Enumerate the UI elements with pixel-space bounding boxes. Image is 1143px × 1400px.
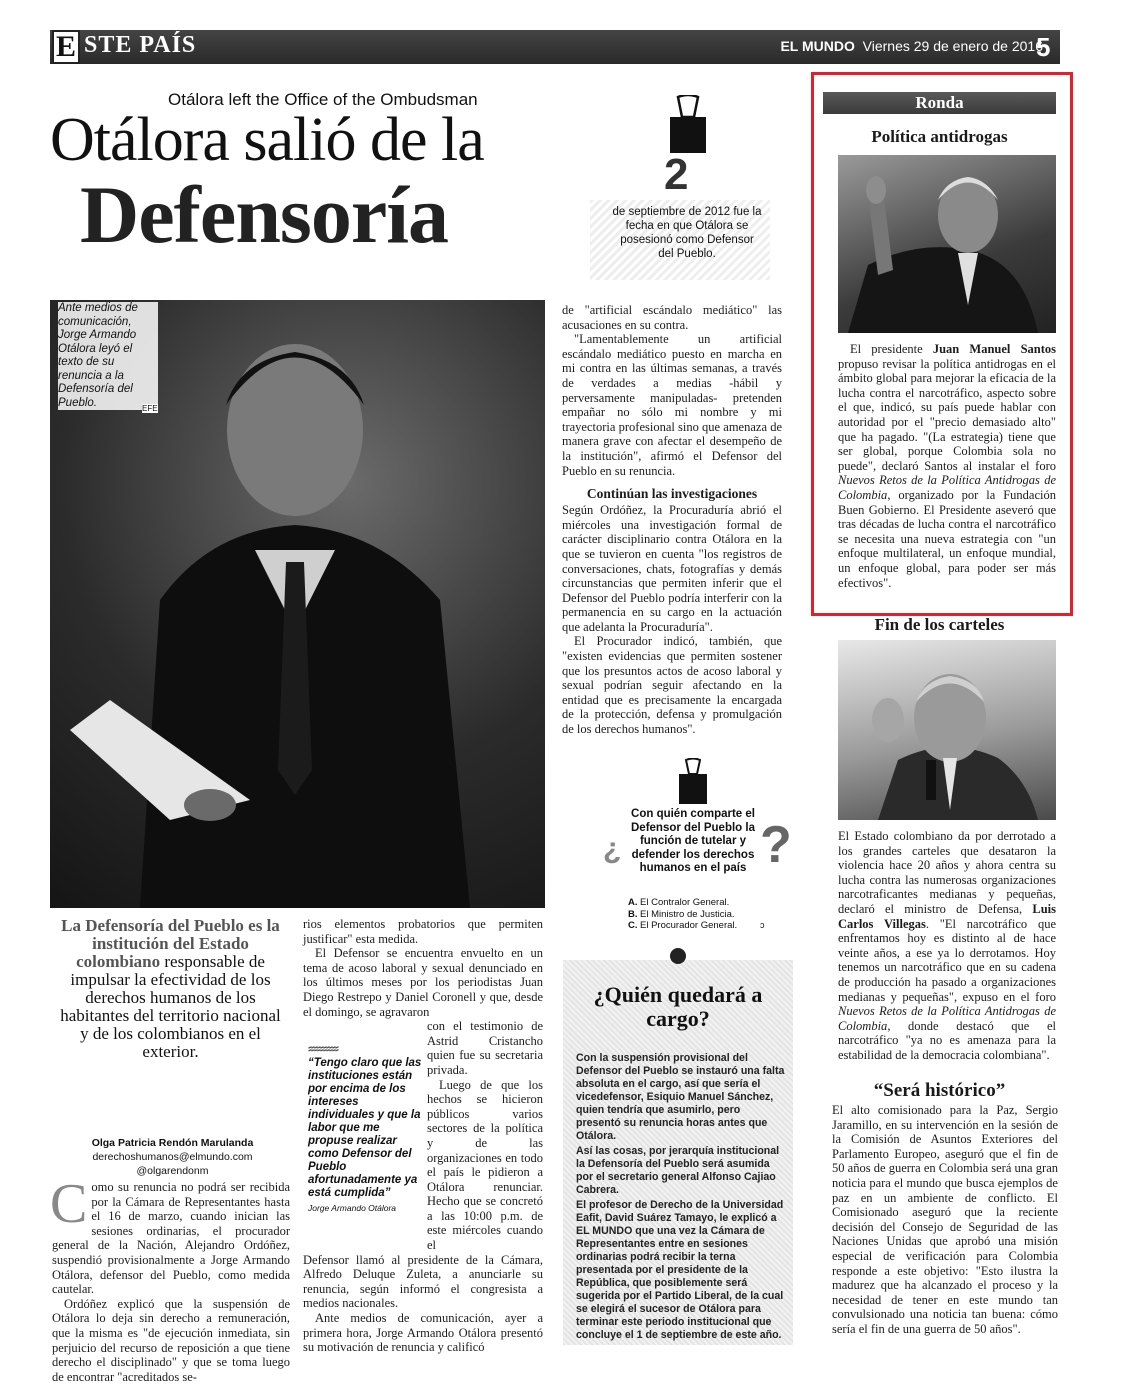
option-letter: B. xyxy=(628,908,638,920)
photo-caption: Ante medios de comunicación, Jorge Armando Otálora leyó el texto de su renuncia a la Defensoría del Pueblo. xyxy=(58,302,158,410)
quote-author: Jorge Armando Otálora xyxy=(308,1203,397,1213)
paragraph: Como su renuncia no podrá ser recibida por la Cámara de Representantes hasta el 16 de marzo, cuando inician las sesiones ordinarias, el procurador general de la Nación, Alejandro Ordóñez, suspendió provisionalmente a Jorge Armando Otálora, defensor del Pueblo, como medida cautelar. xyxy=(50,1173,290,1297)
publication-name: EL MUNDO xyxy=(780,38,855,54)
drop-cap: C xyxy=(50,1173,88,1235)
paragraph: Luego de que los hechos se hicieron públicos varios sectores de la política y de las organizaciones en todo el país le pidieron a Otálora renunciar. Hecho que se concretó a las 10:00 p.m. de este miércoles cuando el xyxy=(427,1077,543,1253)
quiz-question: Con quién comparte el Defensor del Pueblo la función de tutelar y defender los derechos humanos en el país xyxy=(631,808,755,874)
headline-line-2: Defensoría xyxy=(80,169,449,260)
paragraph: El Estado colombiano da por derrotado a los grandes carteles que desataron la violencia hace 20 años y ahora centra su lucha contra las numerosas organizaciones narcotraficantes medianas y pequeñas, declaró el ministro de Defensa, Luis Carlos Villegas. "El narcotráfico que enfrentamos hoy es distinto al de hace veinte años, a ese ya lo derrotamos. Hoy tenemos un narcotráfico que en su cadena de producción ha pasado a organizaciones medianas y pequeñas", expuso en el foro Nuevos Retos de la Política Antidrogas de Colombia, donde destacó que el narcotráfico "ya no es amenaza para la estabilidad de la democracia colombiana". xyxy=(838,829,1056,1062)
sidebox-title: ¿Quién quedará a cargo? xyxy=(593,982,763,1031)
paragraph: Con la suspensión provisional del Defensor del Pueblo se instauró una falta absoluta en el cargo, así que sería el vicedefensor, Esiquio Manuel Sánchez, quien tendría que asumirlo, pero presentó su renuncia horas antes que Otálora. xyxy=(576,1052,785,1142)
lead-text: responsable de impulsar la efectividad de los derechos humanos de los habitantes del territorio nacional y de los colombianos en el exterior. xyxy=(60,952,281,1061)
carteles-text xyxy=(838,829,1056,1063)
paragraph: de "artificial escándalo mediático" las acusaciones en su contra. xyxy=(562,303,782,332)
page-number: 5 xyxy=(1036,32,1051,62)
byline xyxy=(60,1136,285,1178)
paragraph: Ante medios de comunicación, ayer a primera hora, Jorge Armando Otálora presentó su motivación de renuncia y calificó xyxy=(303,1311,543,1355)
historico-title: “Será histórico” xyxy=(873,1080,1006,1101)
binder-clip-icon xyxy=(668,95,708,155)
author-email: derechoshumanos@elmundo.com xyxy=(92,1151,253,1163)
publication-date xyxy=(780,38,1043,54)
author-name: Olga Patricia Rendón Marulanda xyxy=(91,1137,254,1149)
ronda-text xyxy=(838,342,1056,590)
ronda-title: Política antidrogas xyxy=(871,127,1008,146)
pin-icon xyxy=(670,948,686,964)
paragraph: "Lamentablemente un artificial escándalo mediático puesto en marcha en mi contra en las últimas semanas, a través de verdades a medias -hábil y perversamente manipuladas- pretenden empañar no sólo mi nombre y mi trayectoria profesional sino que amenaza de manera grave con afectar el desempeño de la institución", afirmó el Defensor del Pueblo en su renuncia. xyxy=(562,332,782,478)
paragraph: Así las cosas, por jerarquía institucional la Defensoría del Pueblo será asumida por el secretario general Alfonso Cajiao Cabrera. xyxy=(576,1145,780,1196)
ronda-banner: Ronda xyxy=(823,92,1056,114)
headline-line-1: Otálora salió de la xyxy=(50,106,484,174)
photo-figure-illustration xyxy=(838,640,1056,820)
paragraph: El Procurador indicó, también, que "existen evidencias que permiten sostener que los presuntos actos de acoso laboral y sexual podrían seguir afectando en la entidad que es precisamente la encargada de la protección, defensa y promulgación de los derechos humanos". xyxy=(562,634,782,737)
pull-quote xyxy=(308,1041,423,1213)
santos-photo xyxy=(838,155,1056,333)
author-handle: @olgarendonm xyxy=(136,1165,209,1177)
middle-column-text xyxy=(562,303,782,737)
quote-text: “Tengo claro que las instituciones están por encima de los intereses individuales y que la labor que me propuse realizar como Defensor del Pueblo afortunadamente ya está cumplida” xyxy=(308,1057,422,1199)
quote-decoration: ⸗⸗⸗⸗⸗⸗⸗⸗⸗⸗ xyxy=(308,1041,338,1055)
quiz-option xyxy=(628,897,737,909)
paragraph: El Defensor se encuentra envuelto en un tema de acoso laboral y sexual denunciado en los últimos meses por los periodistas Juan Diego Restrepo y Daniel Coronell y que, desde el domingo, se agravaron xyxy=(303,946,543,1019)
answer-hint-icon: ↄ xyxy=(760,920,765,930)
quiz-options xyxy=(628,897,737,932)
paragraph: El alto comisionado para la Paz, Sergio Jaramillo, en su intervención en la sesión de la Comisión de Asuntos Exteriores del Parlamento Europeo, aseguró que el fin de 50 años de guerra en Colombia será una gran noticia para el mundo que busca ejemplos de paz en un ambiente de conflicto. El Comisionado aseguró que la reciente decisión del Consejo de Seguridad de las Naciones Unidas que aprobó una misión especial de verificación para Colombia responde a este objetivo: "Esto ilustra la madurez que ha alcanzado el proceso y la necesidad de tener en este mundo tan convulsionado una noticia tan buena: cómo sería el fin de una guerra de 50 años". xyxy=(832,1103,1058,1336)
paragraph: El profesor de Derecho de la Universidad Eafit, David Suárez Tamayo, le explicó a EL MUNDO que una vez la Cámara de Representantes entre en sesiones ordinarias podrá recibir la terna presentada por el presidente de la República, que posiblemente será sugerida por el Partido Liberal, de la cual se elegirá el sucesor de Otálora para terminar este periodo institucional que concluye el 1 de septiembre de este año. xyxy=(576,1199,784,1341)
column-1-text xyxy=(50,1173,290,1384)
paragraph: Ordóñez explicó que la suspensión de Otálora lo deja sin derecho a remuneración, que la misma es "de ejecución inmediata, sin perjuicio del recurso de reposición a que tiene derecho el disciplinado" y que se toma luego de encontrar "acreditados se- xyxy=(52,1296,290,1384)
binder-clip-icon xyxy=(678,758,708,806)
photo-credit: EFE xyxy=(142,404,158,413)
option-text: El Contralor General. xyxy=(640,897,730,908)
question-mark-open: ¿ xyxy=(603,832,622,865)
section-subhead: Continúan las investigaciones xyxy=(586,486,758,502)
villegas-photo xyxy=(838,640,1056,820)
quiz-option xyxy=(628,909,737,921)
quiz-option xyxy=(628,920,737,932)
option-text: El Procurador General. xyxy=(640,920,738,931)
paragraph: rios elementos probatorios que permiten justificar" esta medida. xyxy=(303,917,543,946)
section-name: STE PAÍS xyxy=(84,32,197,58)
question-mark-close: ? xyxy=(760,816,792,874)
historico-text xyxy=(832,1103,1058,1337)
paragraph: con el testimonio de Astrid Cristancho quien fue su secretaria privada. xyxy=(427,1019,543,1077)
carteles-title: Fin de los carteles xyxy=(874,615,1005,634)
lead-highlight: La Defensoría del Pueblo es la institución del Estado colombiano xyxy=(61,916,280,971)
option-letter: C. xyxy=(628,920,638,931)
photo-figure-illustration xyxy=(838,155,1056,333)
english-subhead: Otálora left the Office of the Ombudsman xyxy=(168,90,478,109)
paragraph: El presidente Juan Manuel Santos propuso revisar la política antidrogas en el ámbito global para mejorar la eficacia de la lucha contra el narcotráfico, aspecto sobre el que, indicó, su país puede hablar con autoridad por el "precio demasiado alto" que ha pagado. "(La estrategia) tiene que ser global, porque Colombia sola no puede", declaró Santos al instalar el foro Nuevos Retos de la Política Antidrogas de Colombia, organizado por la Fundación Buen Gobierno. El Presidente aseveró que tras décadas de lucha contra el narcotráfico se necesita una nueva estrategia con "un enfoque multilateral, un enfoque mundial, un enfoque global, para poder ser más efectivos". xyxy=(838,342,1057,590)
issue-date: Viernes 29 de enero de 2016 xyxy=(862,38,1043,54)
stat-description: de septiembre de 2012 fue la fecha en que Otálora se posesionó como Defensor del Pueblo. xyxy=(612,206,762,260)
sidebox-text xyxy=(576,1052,786,1344)
paragraph: Según Ordóñez, la Procuraduría abrió el miércoles una investigación formal de carácter disciplinario contra Otálora en la que se tuvieron en cuenta "los registros de conversaciones, chats, fotografías y demás circunstancias que permiten inferir que el Defensor del Pueblo podría interferir con la permanencia en su cargo en la actuación que adelanta la Procuraduría". xyxy=(562,503,782,634)
article-lead xyxy=(58,917,283,1061)
section-initial: E xyxy=(52,30,80,64)
option-letter: A. xyxy=(628,897,638,908)
paragraph: Defensor llamó al presidente de la Cámara, Alfredo Deluque Zuleta, a anunciarle su renuncia, según informó el congresista a medios nacionales. xyxy=(303,1252,543,1311)
option-text: El Ministro de Justicia. xyxy=(640,908,735,920)
stat-number: 2 xyxy=(664,150,689,199)
